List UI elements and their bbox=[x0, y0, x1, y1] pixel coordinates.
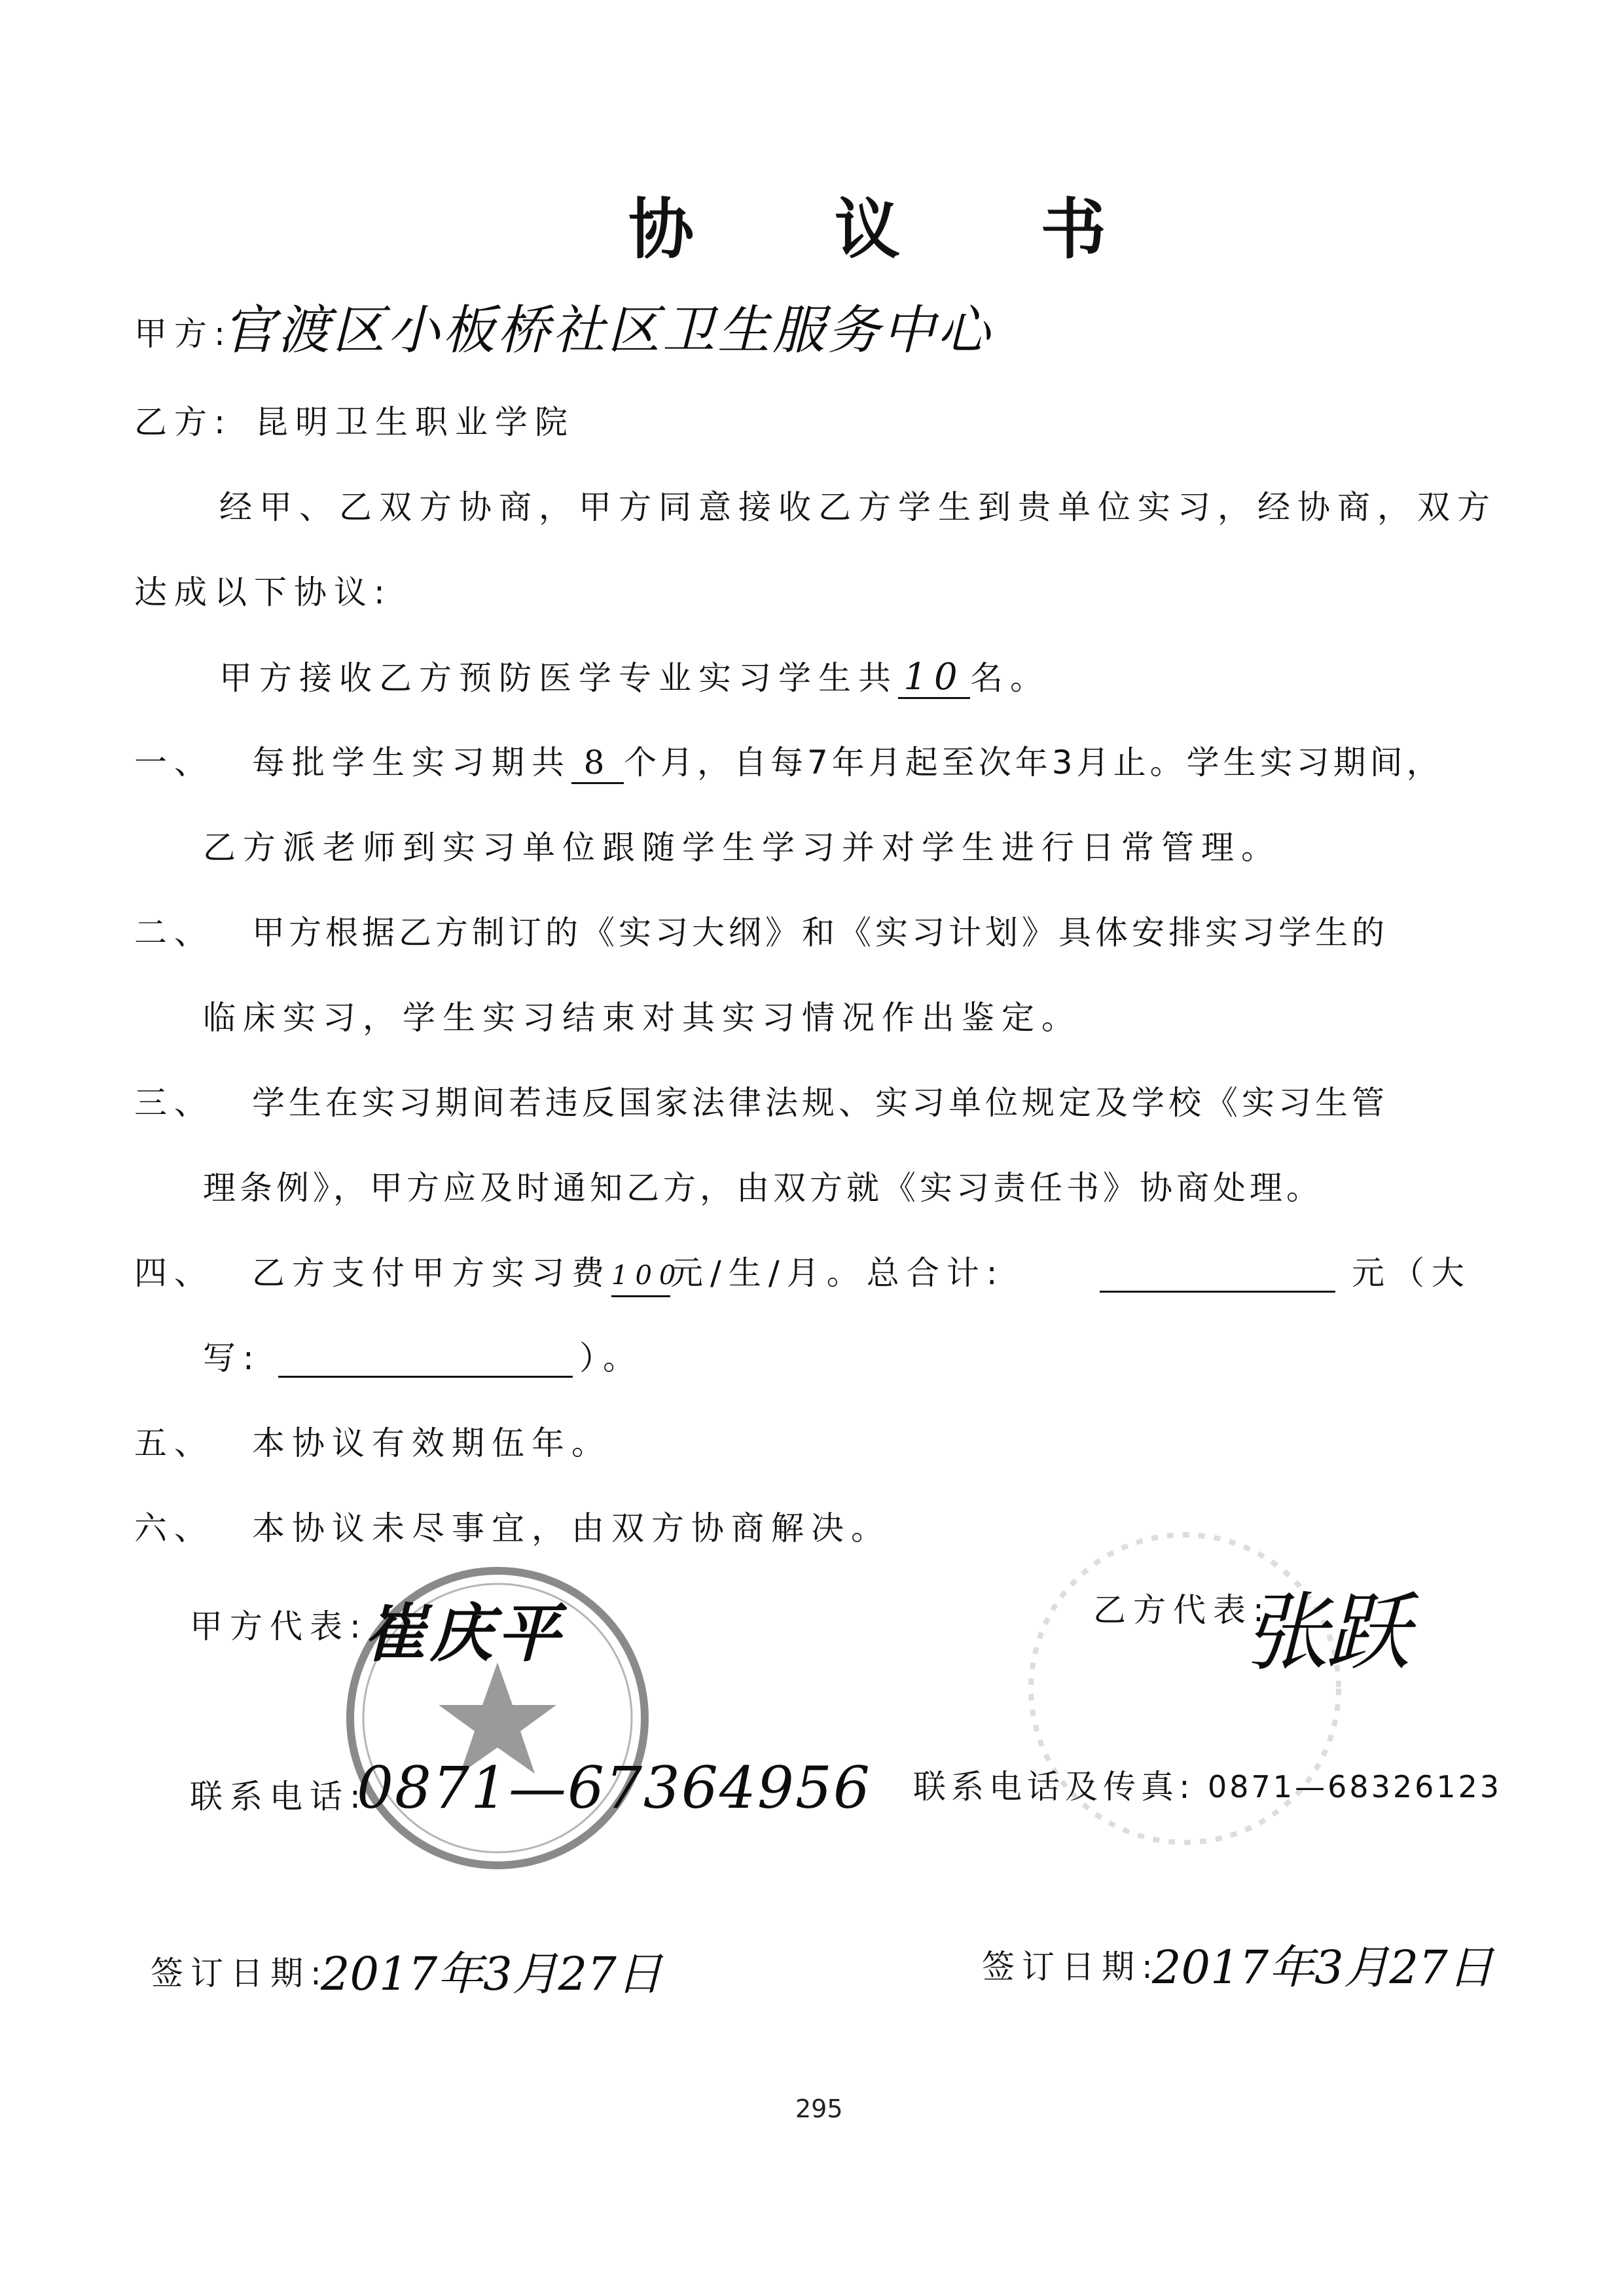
party-b-date: 2017年3月27日 bbox=[1152, 1941, 1494, 1994]
document-title: 协 议 书 bbox=[628, 190, 1165, 268]
item-4-prefix: 乙方支付甲方实习费 bbox=[252, 1254, 611, 1292]
item-1-line-1 bbox=[252, 743, 1443, 784]
party-b-phone-label: 联系电话及传真: bbox=[913, 1768, 1195, 1806]
party-b-rep-label: 乙方代表: bbox=[1093, 1591, 1271, 1629]
item-1-line-2: 乙方派老师到实习单位跟随学生学习并对学生进行日常管理。 bbox=[203, 829, 1281, 867]
intro-line-2: 达成以下协议: bbox=[134, 573, 392, 611]
party-a-date: 2017年3月27日 bbox=[321, 1947, 662, 2001]
accept-count: 10 bbox=[898, 658, 970, 699]
party-a-label: 甲方: bbox=[134, 315, 232, 353]
item-4-total-blank bbox=[1100, 1291, 1335, 1293]
item-2-line-1: 甲方根据乙方制订的《实习大纲》和《实习计划》具体安排实习学生的 bbox=[252, 914, 1388, 952]
item-4-suffix-2: 元（大 bbox=[1352, 1254, 1471, 1292]
party-a-rep-signature: 崔庆平 bbox=[363, 1596, 564, 1670]
party-b-date-label: 签订日期: bbox=[982, 1948, 1160, 1986]
party-b-rep-signature: 张跃 bbox=[1244, 1583, 1407, 1682]
item-1-suffix: 个月，自每7年月起至次年3月止。学生实习期间， bbox=[624, 744, 1443, 781]
item-3-number: 三、 bbox=[134, 1084, 214, 1122]
item-1-number: 一、 bbox=[134, 744, 214, 781]
item-4-number: 四、 bbox=[134, 1254, 214, 1292]
accept-suffix: 名。 bbox=[970, 659, 1050, 697]
party-a-name-handwritten: 官渡区小板桥社区卫生服务中心 bbox=[223, 300, 992, 361]
item-4-capital-blank bbox=[278, 1376, 573, 1378]
item-4-fee: 100 bbox=[611, 1256, 670, 1297]
item-5-number: 五、 bbox=[134, 1424, 214, 1462]
party-b-phone: 0871—68326123 bbox=[1208, 1769, 1502, 1804]
item-2-number: 二、 bbox=[134, 914, 214, 952]
item-5-line-1: 本协议有效期伍年。 bbox=[252, 1424, 611, 1462]
party-b-name: 昆明卫生职业学院 bbox=[255, 403, 575, 441]
party-b-label: 乙方: bbox=[134, 403, 232, 441]
accept-prefix: 甲方接收乙方预防医学专业实习学生共 bbox=[219, 659, 898, 697]
item-6-number: 六、 bbox=[134, 1509, 214, 1547]
item-2-line-2: 临床实习，学生实习结束对其实习情况作出鉴定。 bbox=[203, 999, 1081, 1037]
party-a-phone: 0871—67364956 bbox=[357, 1754, 871, 1821]
item-4-line-2-suffix: ）。 bbox=[579, 1339, 643, 1377]
item-4-suffix: 元/生/月。总合计: bbox=[670, 1254, 1005, 1292]
item-4-line-1 bbox=[252, 1253, 1005, 1297]
item-1-months: 8 bbox=[571, 743, 624, 784]
party-a-phone-label: 联系电话: bbox=[190, 1778, 368, 1816]
item-6-line-1: 本协议未尽事宜，由双方协商解决。 bbox=[252, 1509, 891, 1547]
item-3-line-2: 理条例》，甲方应及时通知乙方，由双方就《实习责任书》协商处理。 bbox=[203, 1169, 1323, 1207]
item-4-line-2-prefix: 写: bbox=[203, 1339, 261, 1377]
page-number: 295 bbox=[795, 2094, 843, 2123]
party-a-rep-label: 甲方代表: bbox=[190, 1607, 368, 1645]
item-1-prefix: 每批学生实习期共 bbox=[252, 744, 571, 781]
item-3-line-1: 学生在实习期间若违反国家法律法规、实习单位规定及学校《实习生管 bbox=[252, 1084, 1388, 1122]
accept-line bbox=[219, 658, 1050, 699]
party-a-date-label: 签订日期: bbox=[151, 1954, 329, 1992]
intro-line-1: 经甲、乙双方协商，甲方同意接收乙方学生到贵单位实习，经协商，双方 bbox=[219, 488, 1497, 526]
